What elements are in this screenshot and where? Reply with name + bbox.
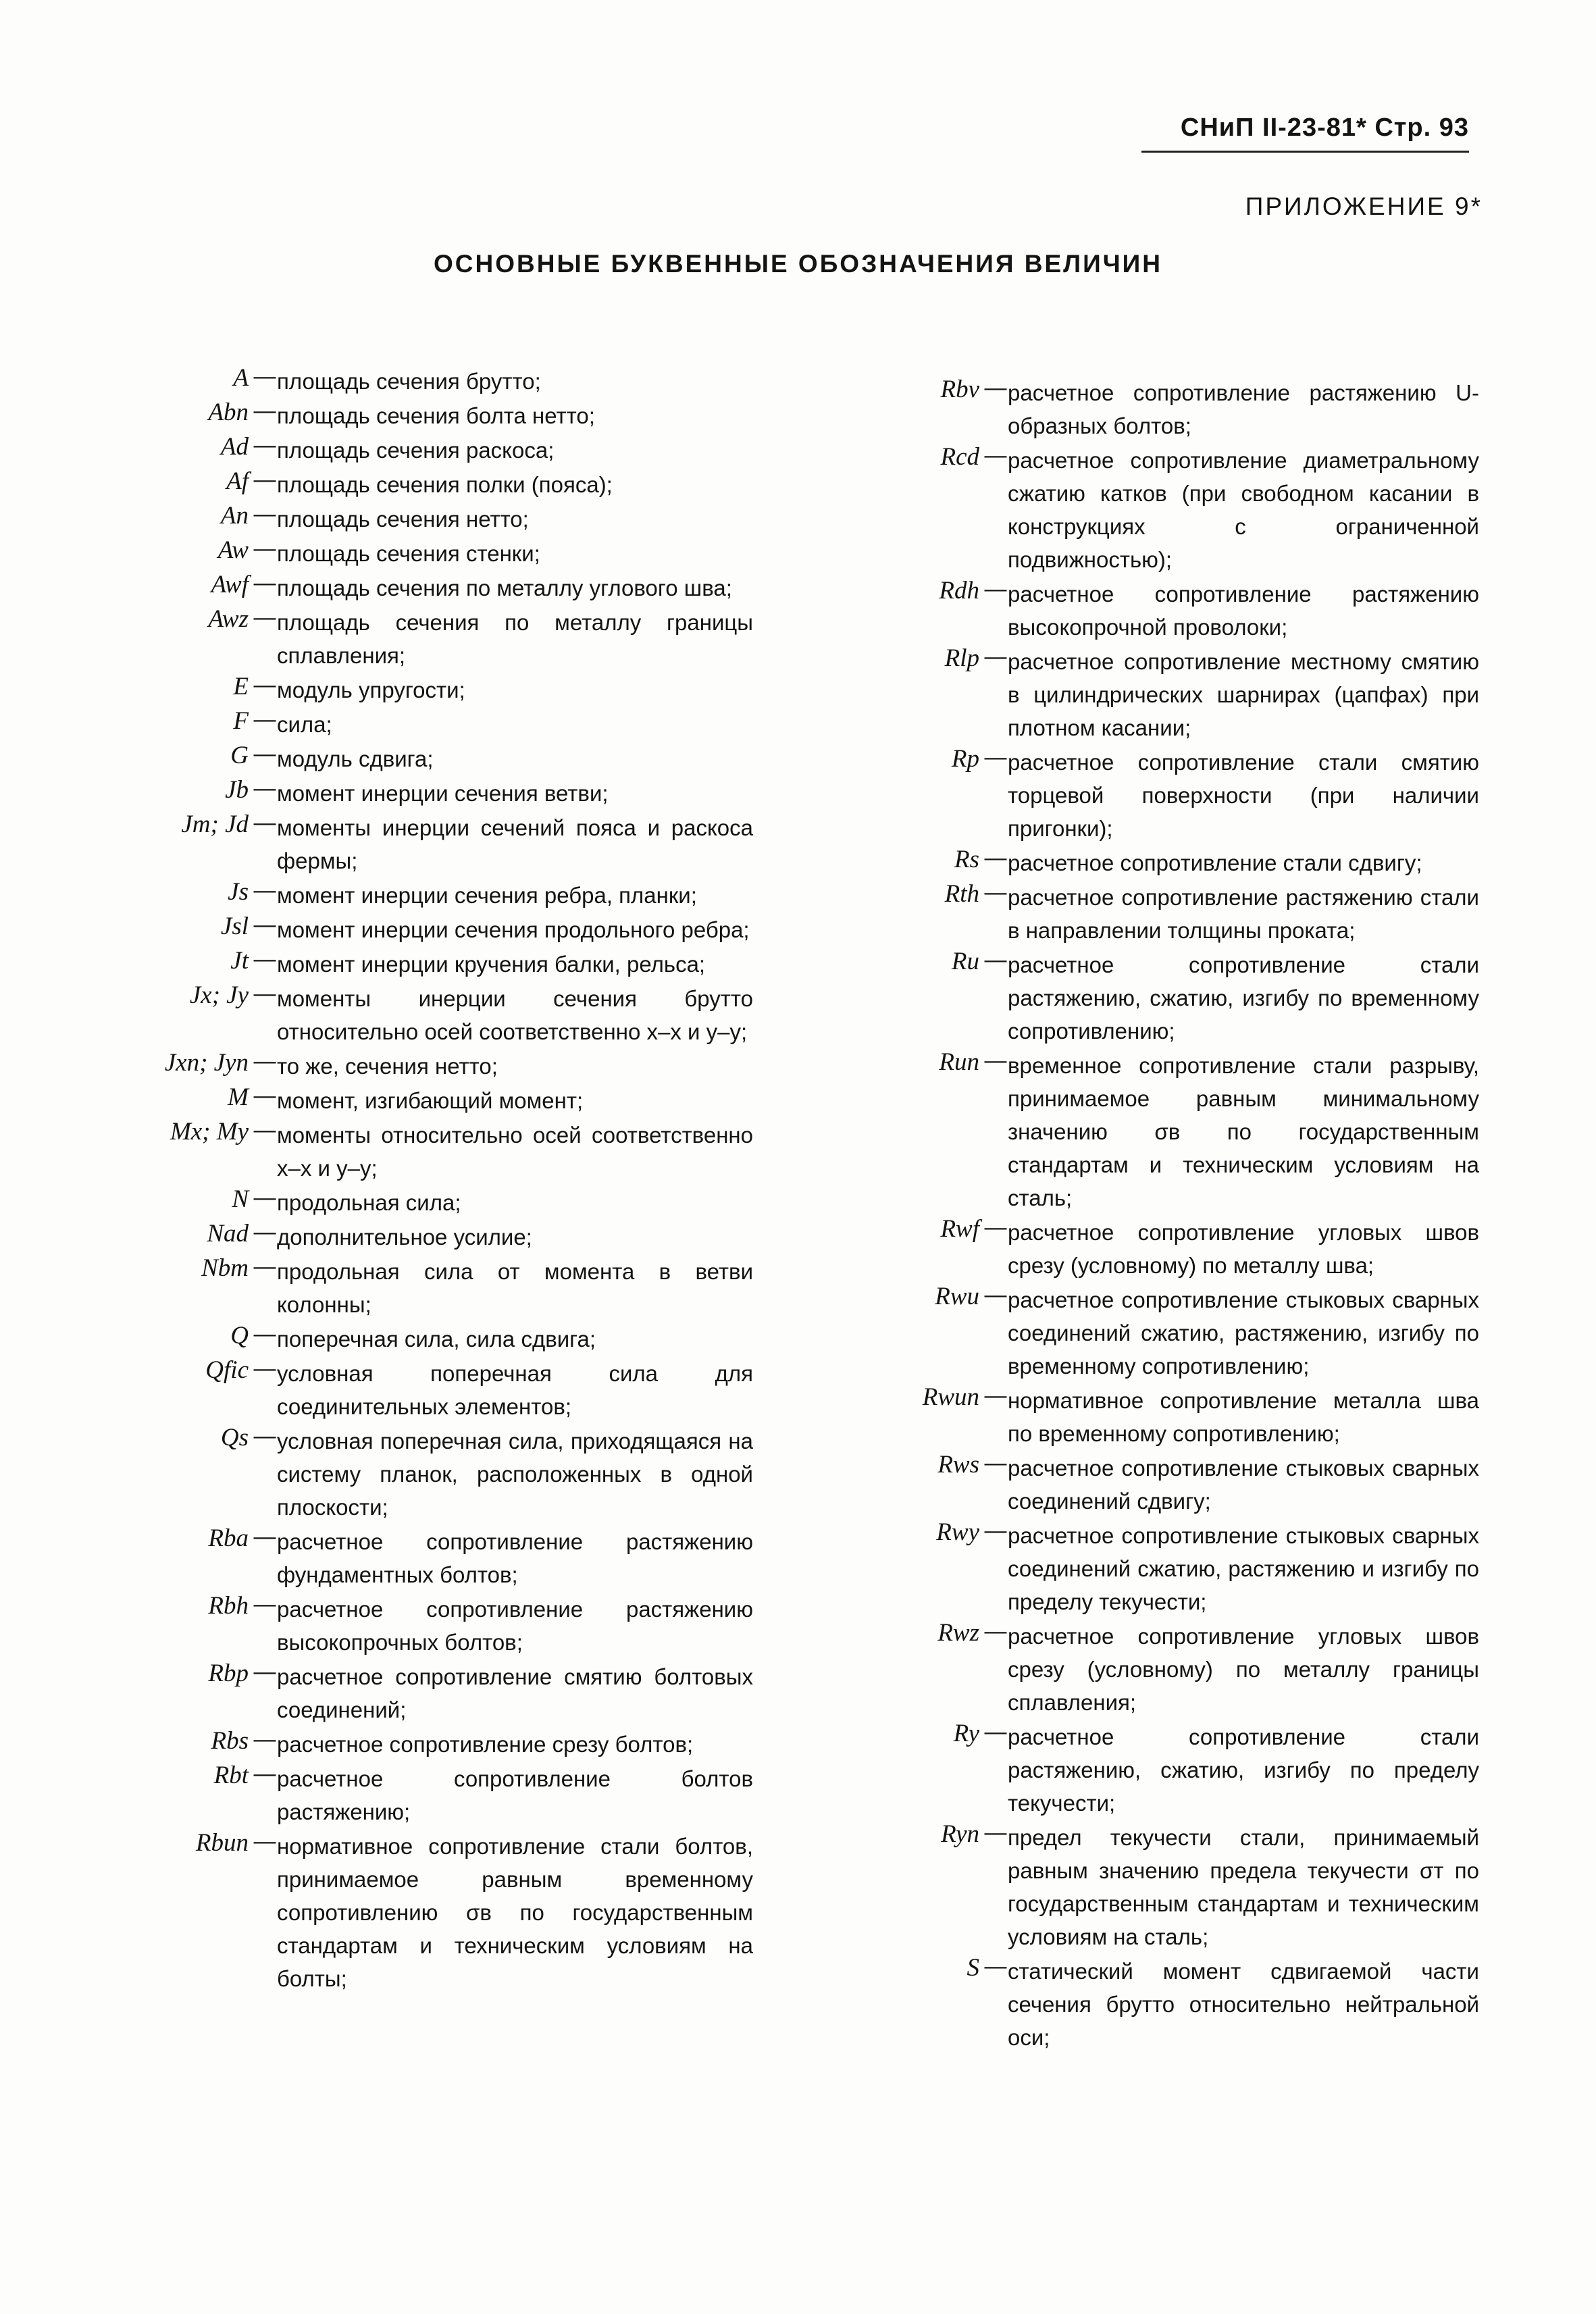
- symbol-entry: [871, 375, 1479, 442]
- symbol-entry: [128, 1524, 753, 1591]
- definition: условная поперечная сила, приходящаяся на систему планок, расположенных в одной плоскости;: [277, 1429, 753, 1520]
- dash-separator: —: [253, 398, 276, 423]
- symbol: An: [220, 502, 249, 530]
- symbol-entry: [128, 775, 753, 810]
- definition: сила;: [277, 712, 332, 737]
- symbol-entry: [128, 363, 753, 398]
- definition: площадь сечения стенки;: [277, 541, 540, 566]
- symbol-entry: [871, 1214, 1479, 1282]
- dash-separator: —: [253, 741, 276, 766]
- dash-separator: —: [984, 576, 1007, 601]
- symbol: Rcd: [940, 443, 979, 471]
- dash-separator: —: [984, 1953, 1007, 1978]
- symbol-entry: [871, 1518, 1479, 1618]
- dash-separator: —: [984, 947, 1007, 972]
- definition: площадь сечения полки (пояса);: [277, 472, 613, 497]
- running-header: СНиП II-23-81* Стр. 93: [1141, 113, 1469, 153]
- symbol: Jb: [225, 776, 249, 804]
- definition: момент, изгибающий момент;: [277, 1088, 584, 1113]
- symbol: Rbs: [211, 1727, 249, 1755]
- symbol: Rwun: [922, 1383, 979, 1411]
- page-title: ОСНОВНЫЕ БУКВЕННЫЕ ОБОЗНАЧЕНИЯ ВЕЛИЧИН: [434, 250, 1162, 278]
- dash-separator: —: [253, 672, 276, 697]
- symbol-entry: [871, 1618, 1479, 1719]
- right-column: [871, 375, 1479, 2054]
- symbol-entry: [871, 879, 1479, 947]
- symbol-entry: [871, 1282, 1479, 1383]
- dash-separator: —: [253, 1219, 276, 1244]
- symbol: Rba: [208, 1524, 249, 1552]
- symbol-entry: [871, 442, 1479, 576]
- dash-separator: —: [984, 442, 1007, 467]
- definition: расчетное сопротивление стали смятию торцевой поверхности (при наличии пригонки);: [1008, 750, 1479, 841]
- symbol: M: [228, 1083, 249, 1111]
- symbol: Run: [939, 1048, 979, 1076]
- dash-separator: —: [984, 644, 1007, 669]
- symbol: Af: [226, 467, 249, 495]
- definition: площадь сечения раскоса;: [277, 438, 555, 463]
- dash-separator: —: [984, 879, 1007, 904]
- symbol: Ryn: [941, 1820, 979, 1848]
- symbol: Rbh: [208, 1592, 249, 1620]
- definition: моменты инерции сечения брутто относительно осей соответственно x–x и y–y;: [277, 986, 753, 1044]
- definition: продольная сила;: [277, 1190, 461, 1215]
- symbol-entry: [871, 576, 1479, 644]
- symbol: Rwy: [936, 1518, 979, 1546]
- dash-separator: —: [984, 1719, 1007, 1744]
- dash-separator: —: [253, 706, 276, 731]
- symbol: Awf: [211, 571, 249, 598]
- definition: расчетное сопротивление стали растяжению, сжатию, изгибу по временному сопротивлению;: [1008, 952, 1479, 1044]
- dash-separator: —: [253, 1083, 276, 1108]
- definition: расчетное сопротивление растяжению фундаментных болтов;: [277, 1529, 753, 1587]
- symbol-entry: [128, 1048, 753, 1083]
- dash-separator: —: [253, 1185, 276, 1210]
- definition: продольная сила от момента в ветви колонны;: [277, 1259, 753, 1317]
- definition: поперечная сила, сила сдвига;: [277, 1327, 596, 1352]
- symbol: Jt: [230, 947, 249, 975]
- symbol-entry: [128, 1423, 753, 1524]
- symbol-entry: [871, 1820, 1479, 1953]
- dash-separator: —: [253, 1659, 276, 1684]
- definition: расчетное сопротивление срезу болтов;: [277, 1732, 694, 1757]
- symbol: Qs: [220, 1424, 249, 1451]
- symbol: Nbm: [201, 1254, 249, 1282]
- definition: расчетное сопротивление стали сдвигу;: [1008, 850, 1422, 875]
- definition: расчетное сопротивление растяжению высокопрочной проволоки;: [1008, 582, 1479, 640]
- symbol: N: [232, 1185, 249, 1213]
- symbol-entry: [128, 467, 753, 501]
- definition: расчетное сопротивление стали растяжению, сжатию, изгибу по пределу текучести;: [1008, 1724, 1479, 1816]
- definition: нормативное сопротивление металла шва по временному сопротивлению;: [1008, 1388, 1479, 1446]
- symbol: Ru: [951, 948, 979, 975]
- symbol: Rdh: [939, 577, 979, 605]
- dash-separator: —: [984, 1820, 1007, 1845]
- definition: нормативное сопротивление стали болтов, принимаемое равным временному сопротивлению σв по государственным стандартам и техническим условиям на болты;: [277, 1834, 753, 1991]
- dash-separator: —: [984, 1618, 1007, 1643]
- symbol-entry: [871, 1383, 1479, 1450]
- symbol: Rbt: [213, 1762, 249, 1789]
- symbol-entry: [128, 605, 753, 672]
- definition: площадь сечения по металлу границы сплавления;: [277, 610, 753, 668]
- symbol-entry: [128, 1356, 753, 1423]
- definition: расчетное сопротивление смятию болтовых соединений;: [277, 1664, 753, 1722]
- symbol-entry: [128, 570, 753, 605]
- dash-separator: —: [984, 375, 1007, 400]
- symbol-entry: [871, 1719, 1479, 1820]
- left-column: [128, 363, 753, 1995]
- symbol-entry: [871, 1048, 1479, 1214]
- definition: модуль упругости;: [277, 677, 465, 702]
- symbol: Jxn; Jyn: [164, 1049, 249, 1077]
- symbol-entry: [128, 1185, 753, 1219]
- symbol: Mx; My: [170, 1118, 249, 1146]
- definition: моменты инерции сечений пояса и раскоса фермы;: [277, 815, 753, 873]
- dash-separator: —: [253, 1828, 276, 1853]
- dash-separator: —: [253, 1761, 276, 1786]
- symbol: Rbp: [208, 1660, 249, 1687]
- dash-separator: —: [253, 981, 276, 1006]
- definition: площадь сечения нетто;: [277, 507, 529, 532]
- symbol-entry: [128, 1828, 753, 1995]
- definition: момент инерции сечения продольного ребра;: [277, 917, 750, 942]
- dash-separator: —: [984, 1282, 1007, 1307]
- dash-separator: —: [253, 1117, 276, 1142]
- dash-separator: —: [253, 1356, 276, 1381]
- dash-separator: —: [253, 536, 276, 561]
- symbol: Rth: [944, 880, 979, 908]
- symbol: S: [967, 1954, 979, 1982]
- symbol: F: [233, 707, 249, 735]
- dash-separator: —: [984, 1383, 1007, 1408]
- definition: расчетное сопротивление растяжению U-образных болтов;: [1008, 380, 1479, 438]
- symbol-entry: [128, 1219, 753, 1254]
- symbol: Rp: [951, 745, 979, 773]
- symbol-entry: [128, 810, 753, 877]
- symbol-entry: [128, 1117, 753, 1185]
- definition: момент инерции сечения ветви;: [277, 781, 609, 806]
- symbol: Rbun: [195, 1829, 249, 1857]
- dash-separator: —: [984, 1048, 1007, 1073]
- symbol-entry: [128, 501, 753, 536]
- symbol: Jx; Jy: [189, 981, 249, 1009]
- definition: расчетное сопротивление диаметральному сжатию катков (при свободном касании в конструкциях с ограниченной подвижностью);: [1008, 448, 1479, 572]
- symbol: Aw: [217, 536, 249, 564]
- symbol: E: [233, 673, 249, 700]
- definition: расчетное сопротивление растяжению высокопрочных болтов;: [277, 1597, 753, 1655]
- dash-separator: —: [253, 432, 276, 457]
- dash-separator: —: [253, 605, 276, 629]
- dash-separator: —: [253, 1254, 276, 1279]
- symbol: Ry: [953, 1720, 979, 1747]
- symbol-entry: [128, 1321, 753, 1356]
- dash-separator: —: [253, 810, 276, 835]
- symbol: Q: [230, 1322, 249, 1349]
- definition: временное сопротивление стали разрыву, принимаемое равным минимальному значению σв по государственным стандартам и техническим условиям на сталь;: [1008, 1053, 1479, 1210]
- symbol-entry: [128, 1761, 753, 1828]
- symbol-entry: [871, 644, 1479, 744]
- symbol: Jsl: [220, 912, 249, 940]
- symbol-entry: [128, 877, 753, 912]
- dash-separator: —: [253, 877, 276, 902]
- symbol-entry: [871, 744, 1479, 845]
- symbol-entry: [128, 946, 753, 981]
- symbol-entry: [128, 706, 753, 741]
- dash-separator: —: [253, 1524, 276, 1549]
- dash-separator: —: [984, 845, 1007, 870]
- definition: моменты относительно осей соответственно x–x и y–y;: [277, 1123, 753, 1181]
- symbol: Rws: [937, 1451, 979, 1479]
- symbol: Rwz: [937, 1619, 979, 1647]
- symbol-entry: [871, 1450, 1479, 1518]
- symbol: G: [230, 742, 249, 769]
- dash-separator: —: [253, 467, 276, 492]
- definition: расчетное сопротивление болтов растяжению;: [277, 1766, 753, 1824]
- dash-separator: —: [253, 1423, 276, 1448]
- symbol: Awz: [208, 605, 249, 633]
- symbol-entry: [128, 1591, 753, 1659]
- definition: расчетное сопротивление местному смятию в цилиндрических шарнирах (цапфах) при плотном касании;: [1008, 649, 1479, 740]
- dash-separator: —: [253, 775, 276, 800]
- definition: расчетное сопротивление стыковых сварных соединений сжатию, растяжению и изгибу по пределу текучести;: [1008, 1523, 1479, 1614]
- symbol-entry: [128, 1659, 753, 1726]
- symbol-entry: [871, 1953, 1479, 2054]
- symbol: Rwf: [940, 1215, 979, 1243]
- definition: площадь сечения брутто;: [277, 369, 541, 394]
- symbol-entry: [871, 845, 1479, 879]
- dash-separator: —: [984, 1214, 1007, 1239]
- definition: статический момент сдвигаемой части сечения брутто относительно нейтральной оси;: [1008, 1959, 1479, 2050]
- definition: площадь сечения болта нетто;: [277, 403, 595, 428]
- symbol: A: [233, 364, 249, 392]
- dash-separator: —: [253, 1726, 276, 1751]
- symbol: Ad: [220, 433, 249, 461]
- symbol: Nad: [207, 1220, 249, 1248]
- definition: момент инерции кручения балки, рельса;: [277, 952, 706, 977]
- dash-separator: —: [984, 744, 1007, 769]
- symbol-entry: [128, 672, 753, 706]
- definition: расчетное сопротивление стыковых сварных соединений сдвигу;: [1008, 1456, 1479, 1514]
- symbol: Rs: [954, 846, 979, 873]
- dash-separator: —: [253, 1591, 276, 1616]
- symbol-entry: [128, 1083, 753, 1117]
- dash-separator: —: [984, 1450, 1007, 1475]
- definition: расчетное сопротивление угловых швов срезу (условному) по металлу границы сплавления;: [1008, 1624, 1479, 1715]
- dash-separator: —: [253, 363, 276, 388]
- symbol: Js: [228, 878, 249, 906]
- dash-separator: —: [253, 501, 276, 526]
- dash-separator: —: [253, 912, 276, 937]
- dash-separator: —: [984, 1518, 1007, 1543]
- definition: то же, сечения нетто;: [277, 1054, 498, 1079]
- symbol: Rbv: [940, 376, 979, 403]
- symbol: Jm; Jd: [181, 811, 249, 838]
- dash-separator: —: [253, 1048, 276, 1073]
- symbol-entry: [128, 912, 753, 946]
- symbol-entry: [128, 981, 753, 1048]
- definition: расчетное сопротивление растяжению стали в направлении толщины проката;: [1008, 885, 1479, 943]
- definition: площадь сечения по металлу углового шва;: [277, 575, 732, 600]
- definition: предел текучести стали, принимаемый равным значению предела текучести σт по государственным стандартам и техническим условиям на сталь;: [1008, 1825, 1479, 1949]
- definition: момент инерции сечения ребра, планки;: [277, 883, 697, 908]
- symbol-entry: [128, 432, 753, 467]
- symbol: Rwu: [935, 1283, 979, 1310]
- symbol-entry: [128, 398, 753, 432]
- dash-separator: —: [253, 946, 276, 971]
- definition: дополнительное усилие;: [277, 1225, 532, 1250]
- definition: расчетное сопротивление стыковых сварных соединений сжатию, растяжению, изгибу по временному сопротивлению;: [1008, 1287, 1479, 1379]
- symbol-entry: [128, 536, 753, 570]
- symbol: Rlp: [944, 644, 979, 672]
- symbol-entry: [871, 947, 1479, 1048]
- definition: условная поперечная сила для соединительных элементов;: [277, 1361, 753, 1419]
- symbol-entry: [128, 1726, 753, 1761]
- symbol: Abn: [208, 398, 249, 426]
- definition: модуль сдвига;: [277, 746, 434, 771]
- definition: расчетное сопротивление угловых швов срезу (условному) по металлу шва;: [1008, 1220, 1479, 1278]
- dash-separator: —: [253, 570, 276, 595]
- appendix-label: ПРИЛОЖЕНИЕ 9*: [1245, 192, 1483, 220]
- dash-separator: —: [253, 1321, 276, 1346]
- symbol-entry: [128, 1254, 753, 1321]
- symbol-entry: [128, 741, 753, 775]
- symbol: Qfic: [205, 1356, 249, 1384]
